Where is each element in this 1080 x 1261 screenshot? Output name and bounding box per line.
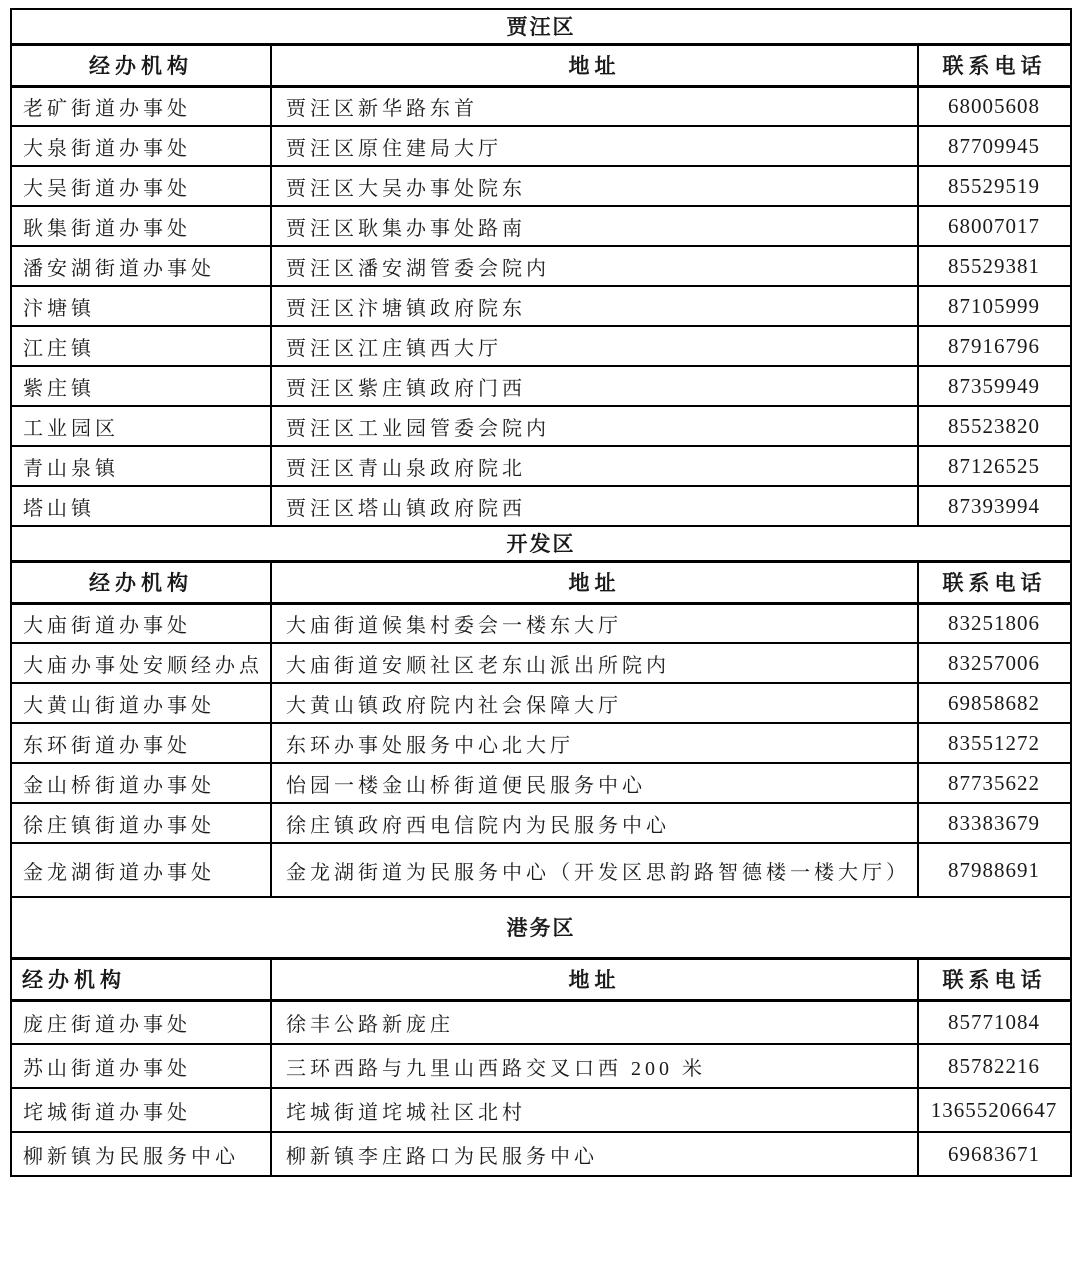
column-header-row bbox=[11, 44, 1071, 86]
section-title: 港务区 bbox=[11, 897, 1071, 958]
column-header-row bbox=[11, 958, 1071, 1000]
address-cell: 贾汪区汴塘镇政府院东 bbox=[271, 286, 918, 326]
phone-cell: 87916796 bbox=[918, 326, 1071, 366]
agency-cell: 耿集街道办事处 bbox=[11, 206, 271, 246]
district-section bbox=[11, 9, 1071, 526]
agency-cell: 紫庄镇 bbox=[11, 366, 271, 406]
table-row bbox=[11, 603, 1071, 643]
address-cell: 大黄山镇政府院内社会保障大厅 bbox=[271, 683, 918, 723]
district-section bbox=[11, 897, 1071, 1176]
agency-cell: 汴塘镇 bbox=[11, 286, 271, 326]
address-cell: 柳新镇李庄路口为民服务中心 bbox=[271, 1132, 918, 1176]
agency-cell: 大庙办事处安顺经办点 bbox=[11, 643, 271, 683]
table-row bbox=[11, 166, 1071, 206]
column-header: 经办机构 bbox=[11, 958, 271, 1000]
table-row bbox=[11, 803, 1071, 843]
column-header: 联系电话 bbox=[918, 561, 1071, 603]
address-cell: 贾汪区塔山镇政府院西 bbox=[271, 486, 918, 526]
column-header: 地址 bbox=[271, 44, 918, 86]
column-header: 地址 bbox=[271, 958, 918, 1000]
agency-cell: 徐庄镇街道办事处 bbox=[11, 803, 271, 843]
section-title-row bbox=[11, 9, 1071, 44]
column-header: 经办机构 bbox=[11, 44, 271, 86]
phone-cell: 68007017 bbox=[918, 206, 1071, 246]
phone-cell: 87988691 bbox=[918, 843, 1071, 897]
phone-cell: 13655206647 bbox=[918, 1088, 1071, 1132]
phone-cell: 83551272 bbox=[918, 723, 1071, 763]
agency-cell: 大黄山街道办事处 bbox=[11, 683, 271, 723]
table-row bbox=[11, 206, 1071, 246]
phone-cell: 87709945 bbox=[918, 126, 1071, 166]
agency-cell: 大泉街道办事处 bbox=[11, 126, 271, 166]
agency-cell: 潘安湖街道办事处 bbox=[11, 246, 271, 286]
phone-cell: 83383679 bbox=[918, 803, 1071, 843]
phone-cell: 87359949 bbox=[918, 366, 1071, 406]
table-row bbox=[11, 326, 1071, 366]
table-row bbox=[11, 763, 1071, 803]
table-row bbox=[11, 446, 1071, 486]
table-row bbox=[11, 126, 1071, 166]
address-cell: 贾汪区青山泉政府院北 bbox=[271, 446, 918, 486]
address-cell: 贾汪区新华路东首 bbox=[271, 86, 918, 126]
column-header: 经办机构 bbox=[11, 561, 271, 603]
table-row bbox=[11, 843, 1071, 897]
address-cell: 金龙湖街道为民服务中心（开发区思韵路智德楼一楼大厅） bbox=[271, 843, 918, 897]
phone-cell: 83257006 bbox=[918, 643, 1071, 683]
table-row bbox=[11, 486, 1071, 526]
agency-cell: 金山桥街道办事处 bbox=[11, 763, 271, 803]
table-row bbox=[11, 1088, 1071, 1132]
agency-cell: 垞城街道办事处 bbox=[11, 1088, 271, 1132]
table-row bbox=[11, 683, 1071, 723]
agency-cell: 工业园区 bbox=[11, 406, 271, 446]
agency-cell: 苏山街道办事处 bbox=[11, 1044, 271, 1088]
phone-cell: 87126525 bbox=[918, 446, 1071, 486]
phone-cell: 69683671 bbox=[918, 1132, 1071, 1176]
table-row bbox=[11, 406, 1071, 446]
section-title: 开发区 bbox=[11, 526, 1071, 561]
phone-cell: 85529519 bbox=[918, 166, 1071, 206]
table-row bbox=[11, 86, 1071, 126]
table-row bbox=[11, 246, 1071, 286]
phone-cell: 87393994 bbox=[918, 486, 1071, 526]
section-title-row bbox=[11, 526, 1071, 561]
agency-cell: 江庄镇 bbox=[11, 326, 271, 366]
table-row bbox=[11, 723, 1071, 763]
column-header-row bbox=[11, 561, 1071, 603]
phone-cell: 87735622 bbox=[918, 763, 1071, 803]
address-cell: 贾汪区耿集办事处路南 bbox=[271, 206, 918, 246]
agency-cell: 柳新镇为民服务中心 bbox=[11, 1132, 271, 1176]
table-row bbox=[11, 286, 1071, 326]
address-cell: 怡园一楼金山桥街道便民服务中心 bbox=[271, 763, 918, 803]
agency-cell: 大吴街道办事处 bbox=[11, 166, 271, 206]
phone-cell: 68005608 bbox=[918, 86, 1071, 126]
agency-cell: 庞庄街道办事处 bbox=[11, 1000, 271, 1044]
address-cell: 贾汪区潘安湖管委会院内 bbox=[271, 246, 918, 286]
district-offices-table bbox=[10, 8, 1072, 1177]
agency-cell: 东环街道办事处 bbox=[11, 723, 271, 763]
agency-cell: 金龙湖街道办事处 bbox=[11, 843, 271, 897]
phone-cell: 85782216 bbox=[918, 1044, 1071, 1088]
address-cell: 三环西路与九里山西路交叉口西 200 米 bbox=[271, 1044, 918, 1088]
phone-cell: 87105999 bbox=[918, 286, 1071, 326]
column-header: 联系电话 bbox=[918, 44, 1071, 86]
agency-cell: 大庙街道办事处 bbox=[11, 603, 271, 643]
table-row bbox=[11, 1000, 1071, 1044]
phone-cell: 85529381 bbox=[918, 246, 1071, 286]
address-cell: 徐庄镇政府西电信院内为民服务中心 bbox=[271, 803, 918, 843]
district-section bbox=[11, 526, 1071, 897]
address-cell: 大庙街道候集村委会一楼东大厅 bbox=[271, 603, 918, 643]
table-row bbox=[11, 1044, 1071, 1088]
section-title: 贾汪区 bbox=[11, 9, 1071, 44]
phone-cell: 85523820 bbox=[918, 406, 1071, 446]
section-title-row bbox=[11, 897, 1071, 958]
table-row bbox=[11, 366, 1071, 406]
phone-cell: 85771084 bbox=[918, 1000, 1071, 1044]
address-cell: 贾汪区原住建局大厅 bbox=[271, 126, 918, 166]
address-cell: 大庙街道安顺社区老东山派出所院内 bbox=[271, 643, 918, 683]
column-header: 联系电话 bbox=[918, 958, 1071, 1000]
phone-cell: 69858682 bbox=[918, 683, 1071, 723]
column-header: 地址 bbox=[271, 561, 918, 603]
address-cell: 贾汪区紫庄镇政府门西 bbox=[271, 366, 918, 406]
address-cell: 东环办事处服务中心北大厅 bbox=[271, 723, 918, 763]
agency-cell: 塔山镇 bbox=[11, 486, 271, 526]
address-cell: 贾汪区大吴办事处院东 bbox=[271, 166, 918, 206]
agency-cell: 青山泉镇 bbox=[11, 446, 271, 486]
table-row bbox=[11, 643, 1071, 683]
phone-cell: 83251806 bbox=[918, 603, 1071, 643]
address-cell: 贾汪区江庄镇西大厅 bbox=[271, 326, 918, 366]
table-row bbox=[11, 1132, 1071, 1176]
address-cell: 垞城街道垞城社区北村 bbox=[271, 1088, 918, 1132]
agency-cell: 老矿街道办事处 bbox=[11, 86, 271, 126]
address-cell: 贾汪区工业园管委会院内 bbox=[271, 406, 918, 446]
address-cell: 徐丰公路新庞庄 bbox=[271, 1000, 918, 1044]
